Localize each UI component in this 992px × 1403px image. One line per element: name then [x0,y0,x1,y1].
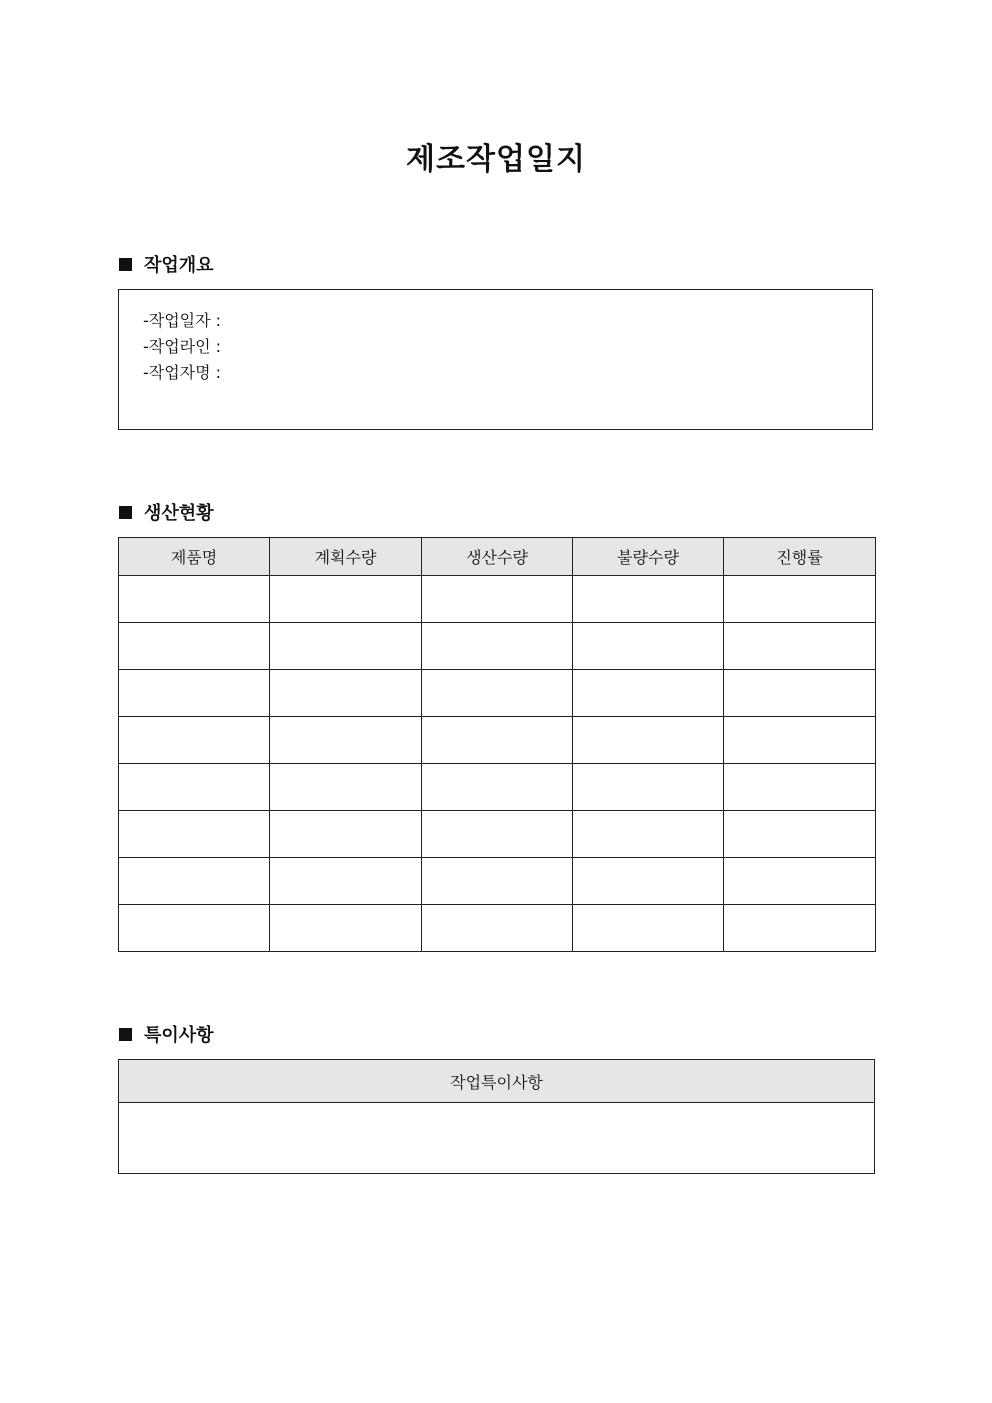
overview-heading [119,252,214,276]
table-cell[interactable] [270,717,422,764]
table-cell[interactable] [422,764,573,811]
table-cell[interactable] [119,811,270,858]
table-row [119,811,876,858]
work-line-line: -작업라인 : [143,337,222,356]
table-cell[interactable] [422,670,573,717]
table-cell[interactable] [724,670,876,717]
table-cell[interactable] [270,576,422,623]
column-header-produced-qty: 생산수량 [422,538,573,576]
table-cell[interactable] [724,858,876,905]
production-heading [119,500,214,524]
square-bullet-icon [119,1028,132,1041]
table-row [119,670,876,717]
table-cell[interactable] [573,576,724,623]
table-cell[interactable] [724,764,876,811]
table-cell[interactable] [422,858,573,905]
table-cell[interactable] [119,858,270,905]
table-cell[interactable] [573,858,724,905]
table-cell[interactable] [270,905,422,952]
table-cell[interactable] [119,905,270,952]
table-cell[interactable] [119,670,270,717]
table-cell[interactable] [119,764,270,811]
table-row [119,858,876,905]
production-table [118,537,876,952]
table-cell[interactable] [724,717,876,764]
column-header-product: 제품명 [119,538,270,576]
table-cell[interactable] [270,811,422,858]
table-cell[interactable] [422,905,573,952]
table-cell[interactable] [270,623,422,670]
table-cell[interactable] [573,623,724,670]
column-header-defect-qty: 불량수량 [573,538,724,576]
table-cell[interactable] [119,576,270,623]
table-cell[interactable] [573,670,724,717]
table-cell[interactable] [270,764,422,811]
table-cell[interactable] [573,905,724,952]
notes-table [118,1059,875,1174]
table-cell[interactable] [724,811,876,858]
notes-heading [119,1022,214,1046]
overview-heading-label: 작업개요 [144,255,214,276]
table-cell[interactable] [422,623,573,670]
table-cell[interactable] [724,576,876,623]
square-bullet-icon [119,506,132,519]
table-cell[interactable] [422,811,573,858]
production-heading-label: 생산현황 [144,503,214,524]
column-header-planned-qty: 계획수량 [270,538,422,576]
square-bullet-icon [119,258,132,271]
table-cell[interactable] [724,623,876,670]
table-cell[interactable] [422,717,573,764]
table-cell[interactable] [422,576,573,623]
table-cell[interactable] [573,717,724,764]
table-cell[interactable] [119,623,270,670]
work-date-line: -작업일자 : [143,311,222,330]
table-row [119,905,876,952]
table-row [119,576,876,623]
table-cell[interactable] [270,670,422,717]
notes-content-cell[interactable] [119,1103,875,1174]
table-row [119,623,876,670]
document-title: 제조작업일지 [406,142,586,177]
table-cell[interactable] [270,858,422,905]
table-row [119,764,876,811]
notes-heading-label: 특이사항 [144,1025,214,1046]
table-header-row [119,538,876,576]
table-cell[interactable] [724,905,876,952]
overview-box [118,289,873,430]
column-header-progress: 진행률 [724,538,876,576]
table-row [119,717,876,764]
table-cell[interactable] [573,764,724,811]
notes-column-header: 작업특이사항 [119,1060,875,1103]
table-cell[interactable] [573,811,724,858]
worker-name-line: -작업자명 : [143,363,222,382]
table-cell[interactable] [119,717,270,764]
